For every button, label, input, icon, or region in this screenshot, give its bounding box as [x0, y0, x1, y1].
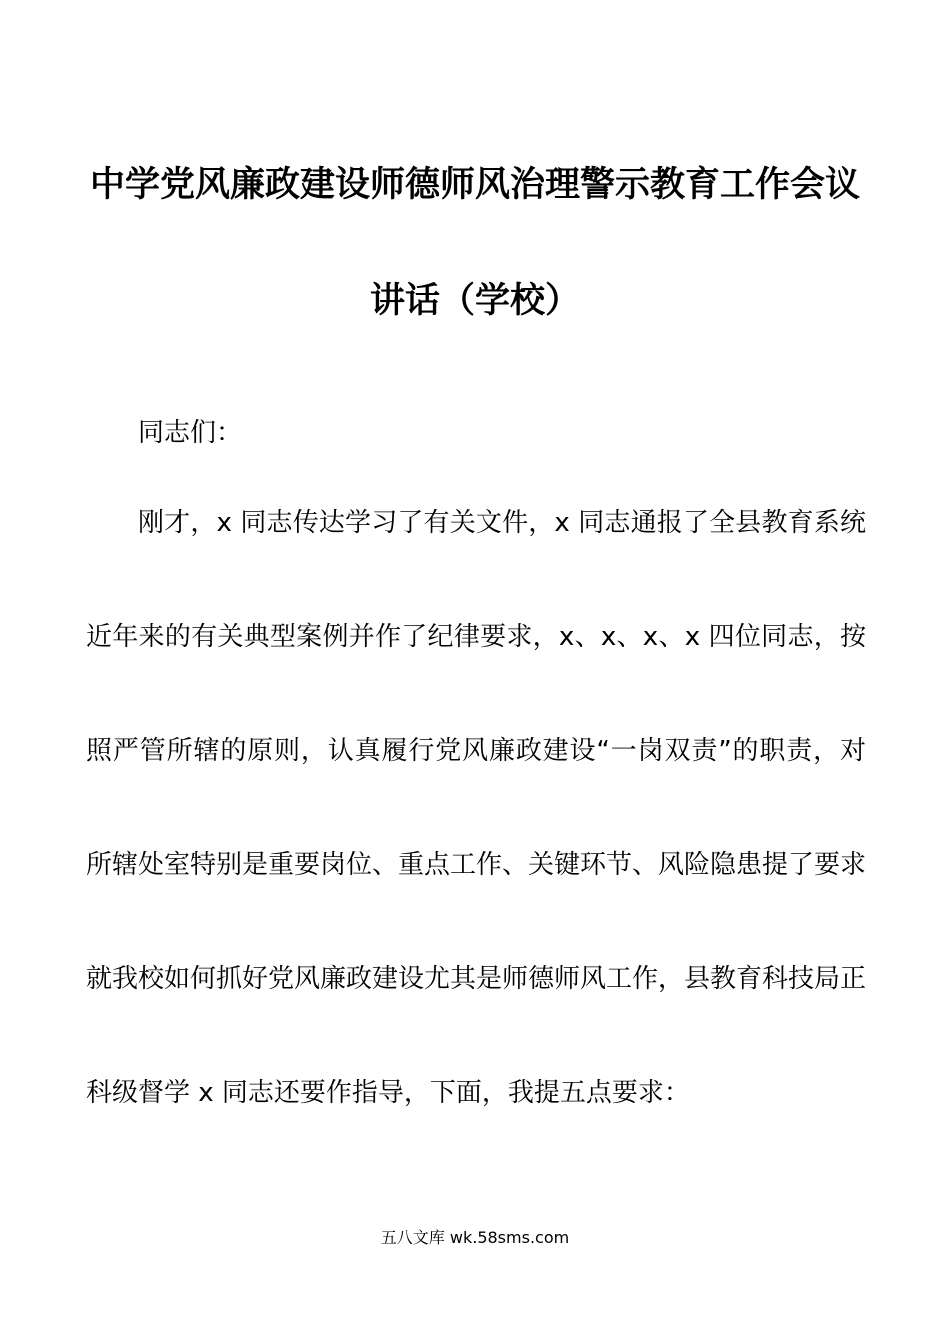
- footer-watermark: 五八文库 wk.58sms.com: [380, 1228, 570, 1247]
- paragraph-line-6: 科级督学 x 同志还要作指导，下面，我提五点要求：: [86, 1078, 690, 1108]
- paragraph-line-1: 刚才，x 同志传达学习了有关文件，x 同志通报了全县教育系统: [138, 508, 866, 538]
- document-title-line-1: 中学党风廉政建设师德师风治理警示教育工作会议: [89, 165, 860, 205]
- greeting: 同志们：: [138, 418, 243, 448]
- paragraph-line-3: 照严管所辖的原则，认真履行党风廉政建设“一岗双责”的职责，对: [86, 736, 866, 766]
- paragraph-line-4: 所辖处室特别是重要岗位、重点工作、关键环节、风险隐患提了要求: [86, 850, 867, 880]
- paragraph-line-2: 近年来的有关典型案例并作了纪律要求，x、x、x、x 四位同志，按: [86, 622, 866, 652]
- document-title-line-2: 讲话（学校）: [369, 281, 580, 321]
- paragraph-line-5: 就我校如何抓好党风廉政建设尤其是师德师风工作，县教育科技局正: [86, 964, 867, 994]
